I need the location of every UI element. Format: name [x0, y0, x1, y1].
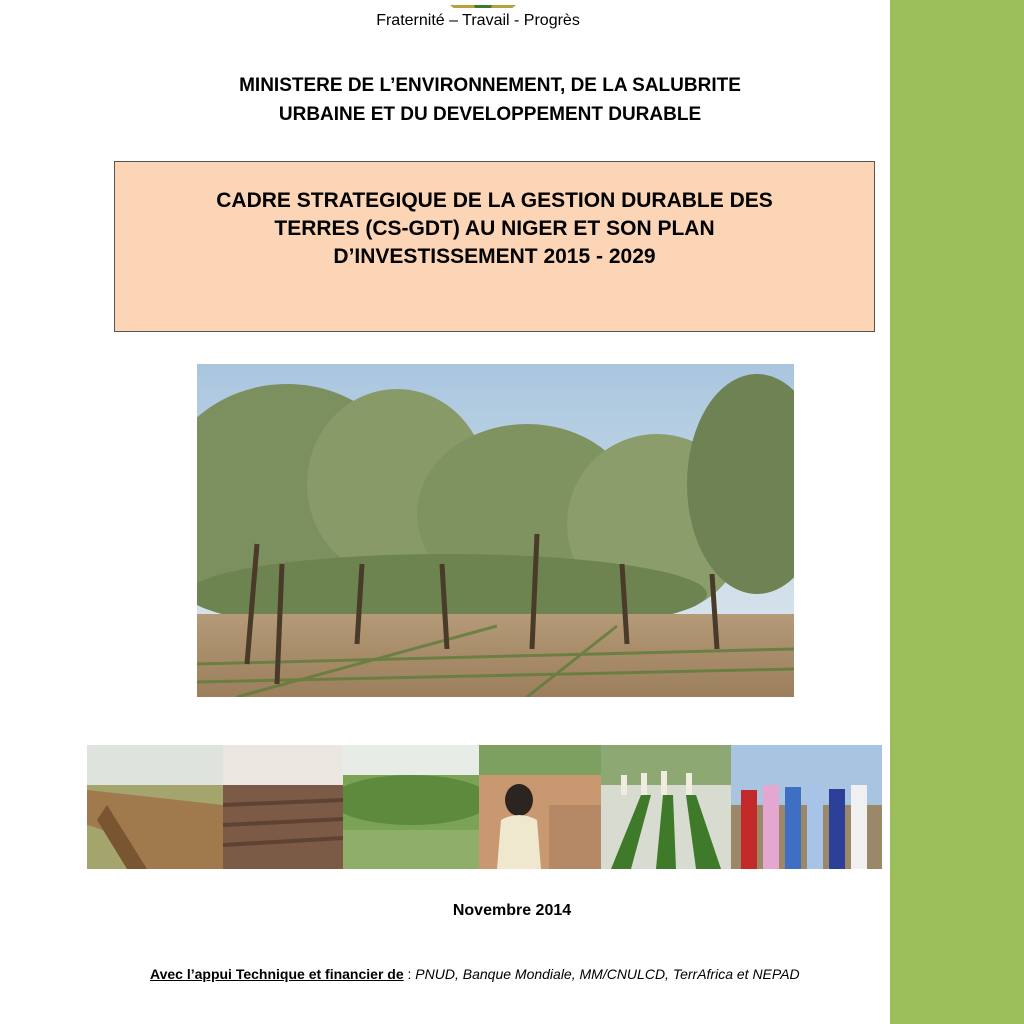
thumb-nursery-seedlings	[601, 745, 731, 869]
side-color-band	[890, 0, 1024, 1024]
support-credits	[150, 966, 886, 982]
title-line-2: TERRES (CS-GDT) AU NIGER ET SON PLAN	[274, 216, 715, 240]
support-lead: Avec l’appui Technique et financier de	[150, 966, 404, 982]
thumb-plowed-field	[223, 745, 343, 869]
national-motto: Fraternité – Travail - Progrès	[376, 12, 580, 29]
ministry-name	[150, 71, 830, 129]
thumb-eroded-gully	[87, 745, 223, 869]
thumb-man-at-adobe-wall	[479, 745, 601, 869]
support-separator: :	[403, 966, 416, 982]
publication-date: Novembre 2014	[452, 902, 572, 919]
document-title-box	[114, 161, 875, 332]
support-partners: PNUD, Banque Mondiale, MM/CNULCD, TerrAfrica et NEPAD	[415, 966, 800, 982]
ministry-line-2: URBAINE ET DU DEVELOPPEMENT DURABLE	[278, 104, 702, 125]
title-line-3: D’INVESTISSEMENT 2015 - 2029	[333, 244, 656, 268]
ministry-line-1: MINISTERE DE L’ENVIRONNEMENT, DE LA SALUBRITE	[239, 75, 741, 96]
thumb-green-grassland	[343, 745, 479, 869]
title-line-1: CADRE STRATEGIQUE DE LA GESTION DURABLE DES	[216, 188, 773, 212]
thumb-group-of-people	[731, 745, 882, 869]
photo-strip	[87, 745, 882, 869]
document-title	[216, 187, 773, 271]
coat-of-arms-emblem	[448, 0, 518, 8]
main-photo-trees-field	[197, 364, 794, 697]
